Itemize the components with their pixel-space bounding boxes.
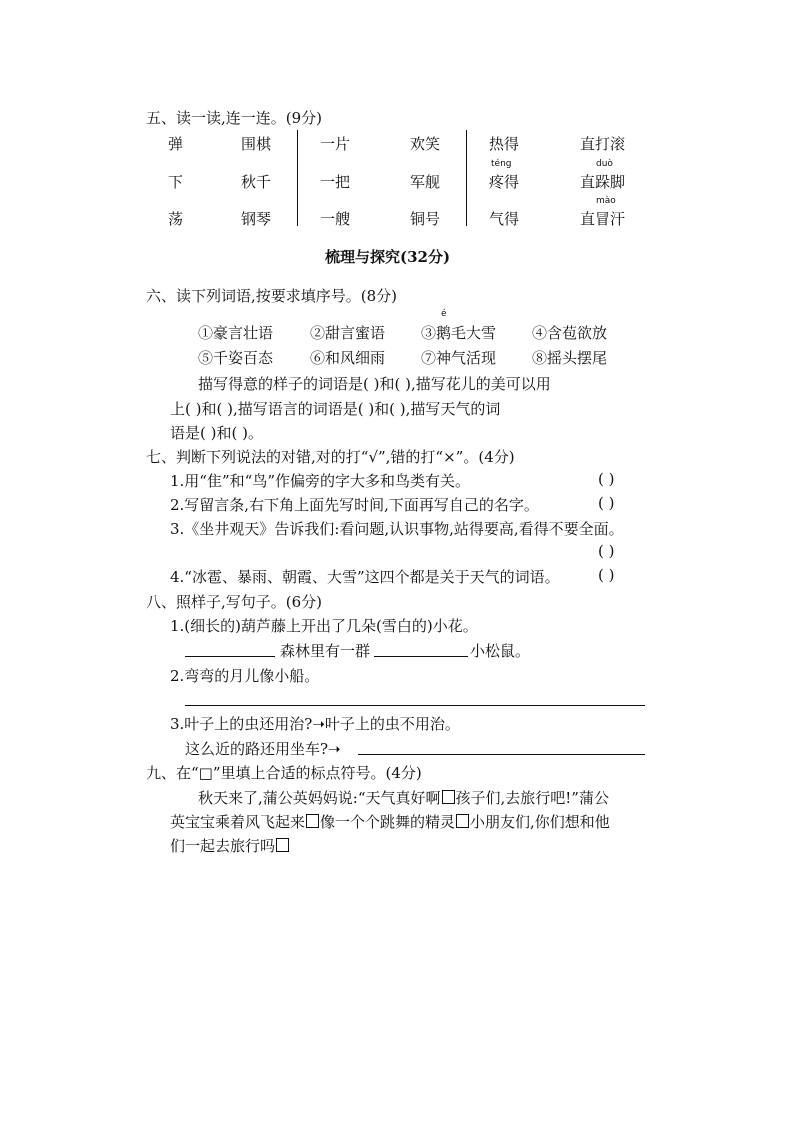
answer-line[interactable] [185,705,645,706]
q6-line: 语是( )和( )。 [170,424,263,442]
pinyin: é [441,309,447,319]
q8-text: 小松鼠。 [470,642,531,660]
q5-word: 一片 [320,135,351,153]
q7-item: 1.用“隹”和“鸟”作偏旁的字大多和鸟类有关。 [170,472,470,490]
q5-word: 弹 [168,135,184,153]
q8-text: 森林里有一群 [280,642,371,660]
q6-word: ④含苞欲放 [532,324,608,342]
q9-text: 像一个个跳舞的精灵 [320,813,456,831]
q8-item: 1.(细长的)葫芦藤上开出了几朵(雪白的)小花。 [170,617,478,635]
punct-box[interactable] [306,814,319,828]
q5-word: 热得 [489,135,520,153]
q6-word: ⑤千姿百态 [198,349,274,367]
answer-line[interactable] [185,656,275,657]
punct-box[interactable] [456,814,469,828]
q5-word: 下 [168,173,184,191]
q6-title: 六、读下列词语,按要求填序号。(8分) [146,287,398,305]
q8-item: 3.叶子上的虫还用治?➝叶子上的虫不用治。 [170,715,460,733]
pinyin: duò [596,159,613,169]
divider [297,130,298,226]
q9-text: 小朋友们,你们想和他 [470,813,610,831]
q9-title: 九、在“□”里填上合适的标点符号。(4分) [146,764,422,782]
q5-word: 直跺脚 [580,173,626,191]
q5-word: 气得 [489,210,520,228]
pinyin: téng [491,159,512,169]
q5-word: 疼得 [489,173,520,191]
q6-word: ⑦神气活现 [421,349,497,367]
q5-word: 荡 [168,210,184,228]
q6-word: ③鹅毛大雪 [421,324,497,342]
section-title: 梳理与探究(32分) [325,248,451,266]
q5-word: 钢琴 [241,210,272,228]
q6-line: 描写得意的样子的词语是( )和( ),描写花儿的美可以用 [198,375,551,393]
q5-word: 军舰 [410,173,441,191]
q9-line [198,787,609,808]
q8-item: 2.弯弯的月儿像小船。 [170,667,320,685]
answer-paren[interactable]: ( ) [598,470,615,488]
q7-item: 2.写留言条,右下角上面先写时间,下面再写自己的名字。 [170,496,539,514]
q7-title: 七、判断下列说法的对错,对的打“√”,错的打“×”。(4分) [146,448,515,466]
answer-line[interactable] [374,656,468,657]
q5-word: 秋千 [241,173,272,191]
q5-word: 一艘 [320,210,351,228]
q9-text: 秋天来了,蒲公英妈妈说:“天气真好啊 [198,789,441,807]
q7-item: 4.“冰雹、暴雨、朝霞、大雪”这四个都是关于天气的词语。 [170,568,560,586]
q8-title: 八、照样子,写句子。(6分) [146,593,323,611]
q5-word: 围棋 [241,135,272,153]
answer-paren[interactable]: ( ) [598,494,615,512]
q6-word: ⑥和风细雨 [310,349,386,367]
q9-text: 英宝宝乘着风飞起来 [170,813,306,831]
pinyin: mào [596,196,616,206]
punct-box[interactable] [442,790,455,804]
answer-paren[interactable]: ( ) [598,566,615,584]
q5-word: 欢笑 [410,135,441,153]
q9-text: 们一起去旅行吗 [170,837,276,855]
q6-word: ①豪言壮语 [198,324,274,342]
q6-word: ②甜言蜜语 [310,324,386,342]
q6-word: ⑧摇头摆尾 [532,349,608,367]
q5-word: 直冒汗 [580,210,626,228]
q5-word: 直打滚 [580,135,626,153]
answer-line[interactable] [358,754,645,755]
q5-title: 五、读一读,连一连。(9分) [146,109,323,127]
punct-box[interactable] [276,838,289,852]
divider [466,130,467,226]
q9-line [170,811,610,832]
q9-line [170,835,290,856]
q5-word: 铜号 [410,210,441,228]
q7-item: 3.《坐井观天》告诉我们:看问题,认识事物,站得要高,看得不要全面。 [170,520,624,538]
q8-text: 这么近的路还用坐车?➝ [185,740,341,758]
q9-text: 孩子们,去旅行吧!”蒲公 [455,789,609,807]
answer-paren[interactable]: ( ) [598,542,615,560]
q5-word: 一把 [320,173,351,191]
q6-line: 上( )和( ),描写语言的词语是( )和( ),描写天气的词 [170,400,501,418]
